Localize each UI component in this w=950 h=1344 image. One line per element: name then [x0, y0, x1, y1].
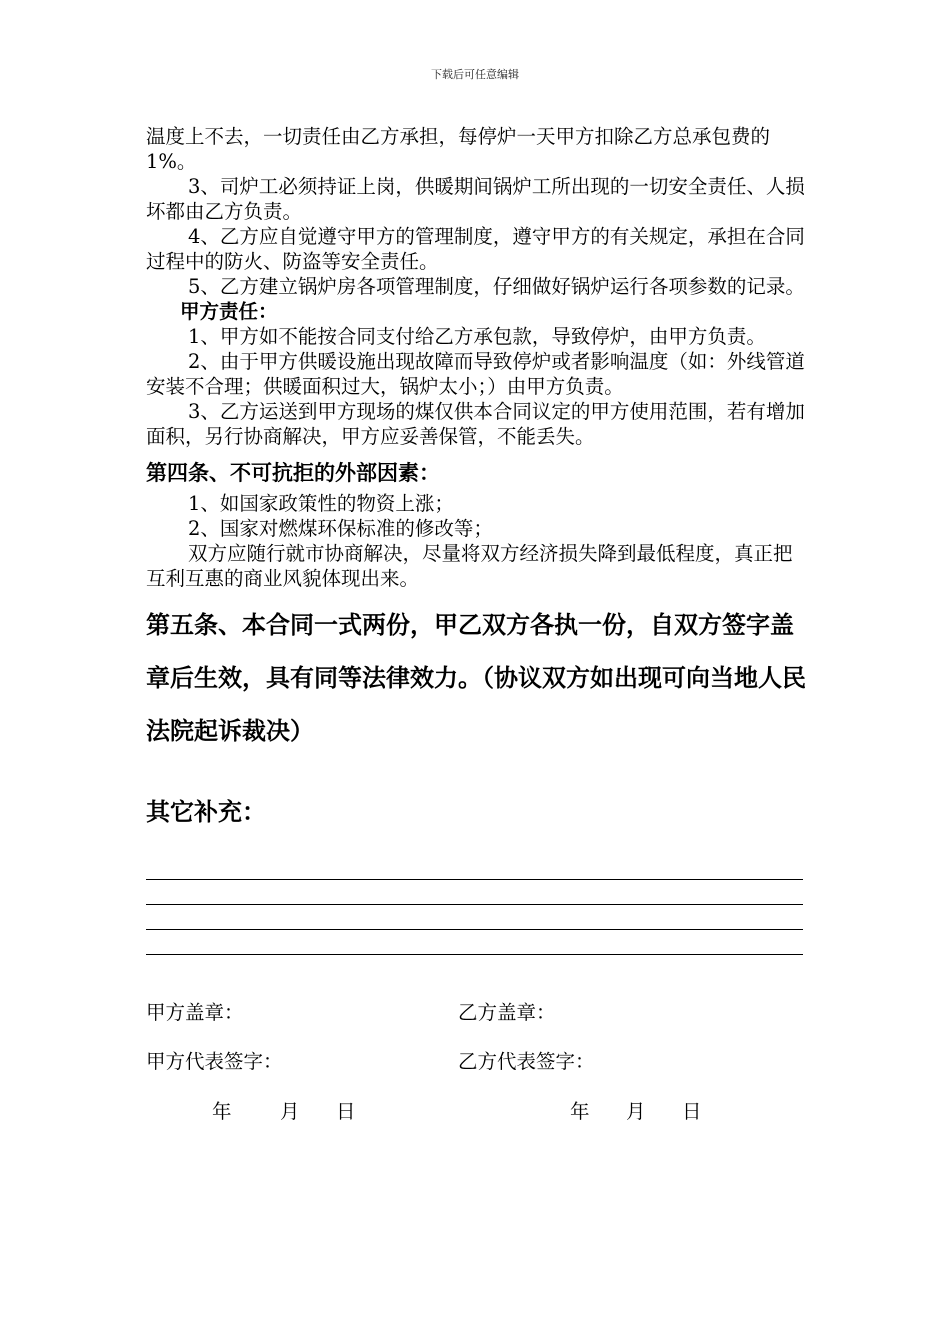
party-a-month: 月: [280, 1100, 300, 1123]
blank-line: [146, 930, 803, 955]
paragraph: 3、司炉工必须持证上岗，供暖期间锅炉工所出现的一切安全责任、人损坏都由乙方负责。: [146, 175, 805, 223]
other-supplement-heading: 其它补充：: [146, 798, 266, 826]
paragraph: 3、乙方运送到甲方现场的煤仅供本合同议定的甲方使用范围，若有增加面积，另行协商解决，甲方应妥善保管，不能丢失。: [146, 400, 805, 448]
party-a-seal-label: 甲方盖章：: [146, 1001, 244, 1024]
paragraph: 1、如国家政策性的物资上涨；: [188, 492, 454, 515]
party-b-day: 日: [682, 1100, 702, 1123]
paragraph: 1、甲方如不能按合同支付给乙方承包款，导致停炉，由甲方负责。: [188, 325, 766, 348]
supplement-lines: [146, 855, 808, 955]
paragraph: 5、乙方建立锅炉房各项管理制度，仔细做好锅炉运行各项参数的记录。: [188, 275, 805, 298]
paragraph: 2、由于甲方供暖设施出现故障而导致停炉或者影响温度（如：外线管道安装不合理；供暖面积过大，锅炉太小；）由甲方负责。: [146, 350, 805, 398]
blank-line: [146, 855, 803, 880]
contract-body: [146, 124, 808, 955]
party-a-rep-label: 甲方代表签字：: [146, 1050, 283, 1073]
article-4-heading: 第四条、不可抗拒的外部因素：: [146, 461, 440, 485]
party-b-month: 月: [626, 1100, 646, 1123]
party-b-seal-label: 乙方盖章：: [458, 1001, 556, 1024]
blank-line: [146, 880, 803, 905]
party-b-rep-label: 乙方代表签字：: [458, 1050, 595, 1073]
party-a-year: 年: [212, 1100, 232, 1123]
paragraph: 4、乙方应自觉遵守甲方的管理制度，遵守甲方的有关规定，承担在合同过程中的防火、防盗等安全责任。: [146, 225, 805, 273]
blank-line: [146, 905, 803, 930]
party-a-responsibility-heading: 甲方责任：: [180, 300, 278, 323]
party-b-year: 年: [570, 1100, 590, 1123]
paragraph: 2、国家对燃煤环保标准的修改等；: [188, 517, 493, 540]
paragraph: 双方应随行就市协商解决，尽量将双方经济损失降到最低程度，真正把互利互惠的商业风貌体现出来。: [146, 542, 793, 590]
party-a-day: 日: [336, 1100, 356, 1123]
paragraph: 温度上不去，一切责任由乙方承担，每停炉一天甲方扣除乙方总承包费的1%。: [146, 125, 771, 173]
article-5-heading: 第五条、本合同一式两份，甲乙双方各执一份，自双方签字盖章后生效，具有同等法律效力。（协议双方如出现可向当地人民法院起诉裁决）: [146, 611, 806, 745]
header-note: 下载后可任意编辑: [431, 68, 519, 81]
